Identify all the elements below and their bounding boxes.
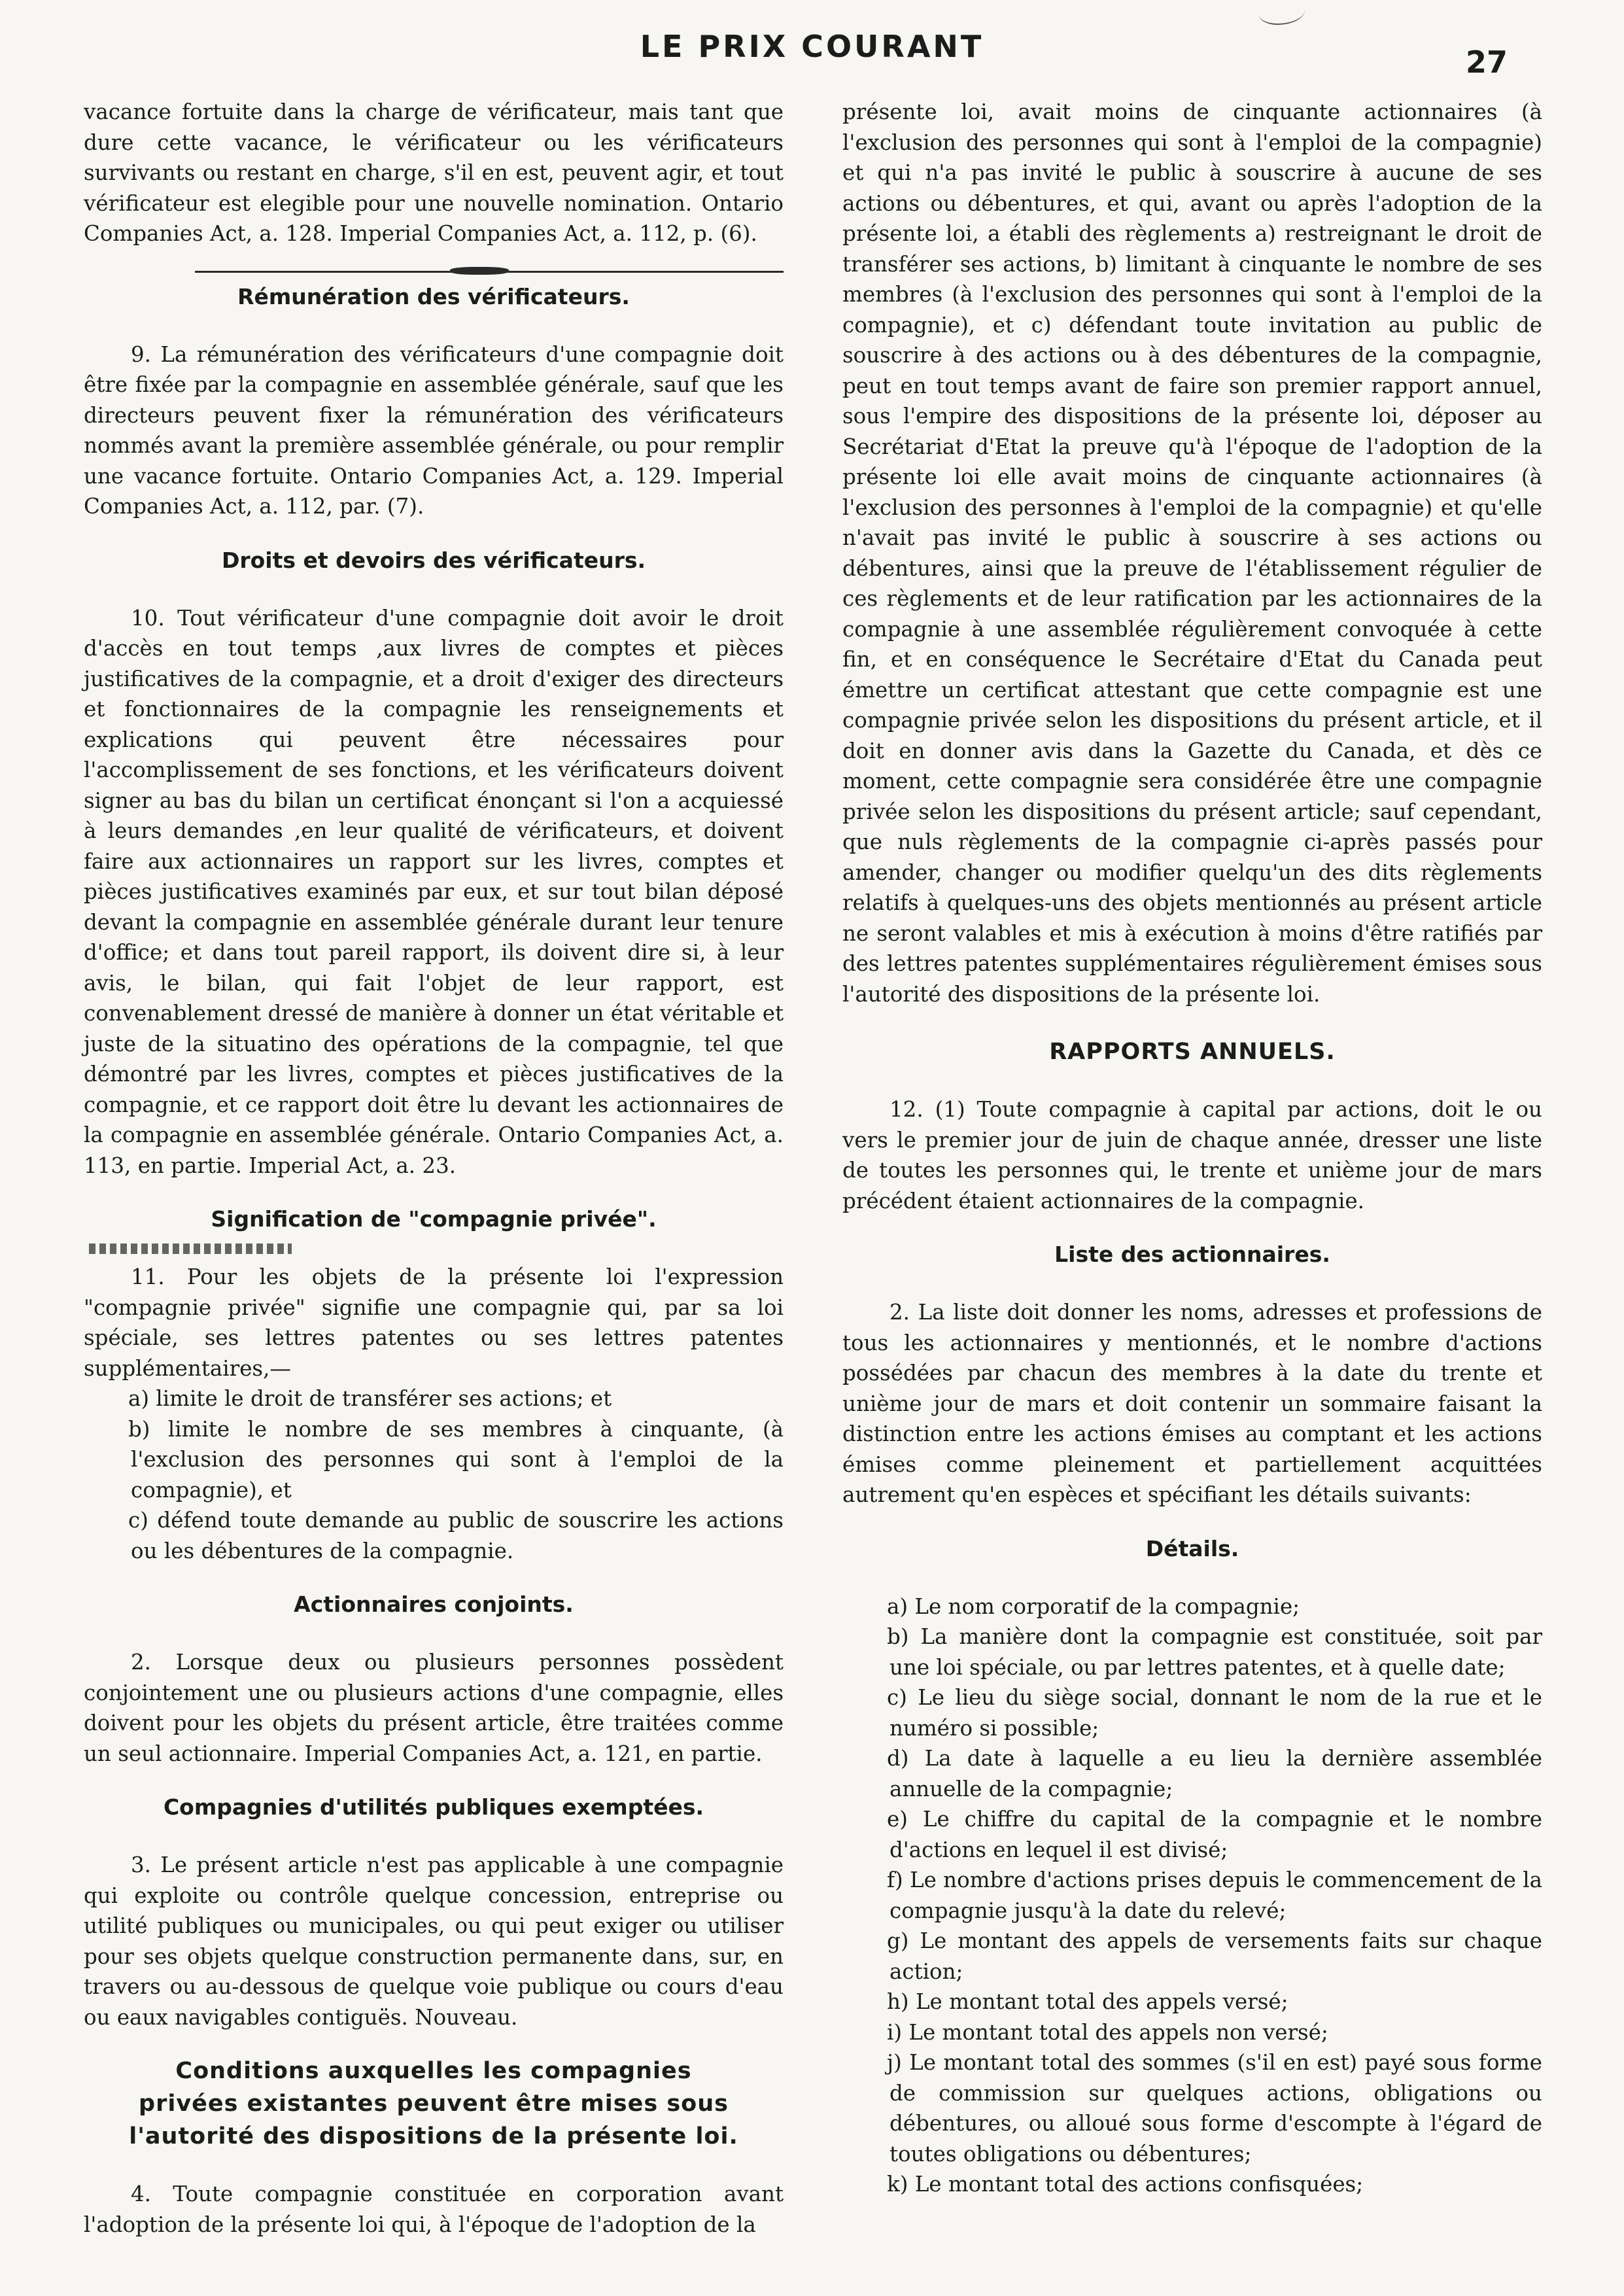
detail-b: b) La manière dont la compagnie est constituée, soit par une loi spéciale, ou par lettres patentes, et à quelle date;: [887, 1624, 1542, 1680]
paragraph-11-a: a) limite le droit de transférer ses actions; et: [128, 1386, 612, 1411]
page-number: 27: [1465, 44, 1508, 80]
page-header: [0, 25, 1624, 80]
heading-droits: Droits et devoirs des vérificateurs.: [221, 547, 646, 573]
heading-liste-actionnaires: Liste des actionnaires.: [1054, 1242, 1330, 1267]
paragraph-11: 11. Pour les objets de la présente loi l'expression "compagnie privée" signifie une compagnie qui, par sa loi spéciale, ses lettres patentes ou ses lettres patentes supplémentaires,—: [84, 1264, 784, 1381]
detail-c: c) Le lieu du siège social, donnant le nom de la rue et le numéro si possible;: [887, 1685, 1542, 1741]
paragraph-9: 9. La rémunération des vérificateurs d'une compagnie doit être fixée par la compagnie en assemblée générale, sauf que les directeurs peuvent fixer la rémunération des vérificateurs nommés avant la première assemblée générale, ou pour remplir une vacance fortuite. Ontario Companies Act, a. 129. Imperial Companies Act, a. 112, par. (7).: [84, 341, 784, 519]
section-divider: [84, 266, 784, 275]
running-title: LE PRIX COURANT: [640, 29, 984, 64]
paragraph-4-continued: présente loi, avait moins de cinquante actionnaires (à l'exclusion des personnes qui sont à l'emploi de la compagnie) et qui n'a pas invité le public à souscrire à aucune de ses actions ou débentures, et qui, avant ou après l'adoption de la présente loi, a établi des règlements a) restreignant le droit de transférer ses actions, b) limitant à cinquante le nombre de ses membres (à l'exclusion des personnes qui sont à l'emploi de la compagnie), et c) défendant toute invitation au public de souscrire à des actions ou à des débentures de la compagnie, peut en tout temps avant de faire son premier rapport annuel, sous l'empire des dispositions de la présente loi, déposer au Secrétariat d'Etat la preuve qu'à l'époque de l'adoption de la présente loi elle avait moins de cinquante actionnaires (à l'exclusion des personnes à l'emploi de la compagnie) et qu'elle n'avait pas invité le public à souscrire à ses actions ou débentures, ainsi que la preuve de l'établissement régulier de ces règlements et de leur ratification par les actionnaires de la compagnie à une assemblée régulièrement convoquée à cette fin, et en conséquence le Secrétaire d'Etat du Canada peut émettre un certificat attestant que cette compagnie est une compagnie privée selon les dispositions du présent article, et il doit en donner avis dans la Gazette du Canada, et dès ce moment, cette compagnie sera considérée être une compagnie privée selon les dispositions du présent article; sauf cependant, que nuls règlements de la compagnie ci-après passés pour amender, changer ou modifier quelqu'un des dits règlements relatifs à quelques-uns des objets mentionnés au présent article ne seront valables et mis à exécution à moins d'être ratifiés par des lettres patentes supplémentaires régulièrement émises sous l'autorité des dispositions de la présente loi.: [842, 99, 1542, 1007]
detail-k: k) Le montant total des actions confisquées;: [887, 2172, 1364, 2197]
detail-a: a) Le nom corporatif de la compagnie;: [887, 1593, 1300, 1619]
heading-remuneration: Rémunération des vérificateurs.: [237, 283, 630, 309]
detail-e: e) Le chiffre du capital de la compagnie et le nombre d'actions en lequel il est divisé;: [887, 1807, 1542, 1862]
detail-j: j) Le montant total des sommes (s'il en est) payé sous forme de commission sur quelques actions, obligations ou débentures, ou alloué sous forme d'escompte à l'égard de toutes obligations ou débentures;: [887, 2050, 1542, 2166]
heading-utilites: Compagnies d'utilités publiques exemptées.: [163, 1794, 704, 1820]
paragraph-11-c: c) défend toute demande au public de souscrire les actions ou les débentures de la compagnie.: [128, 1508, 784, 1563]
detail-i: i) Le montant total des appels non versé;: [887, 2019, 1328, 2045]
paragraph-12-2: 2. La liste doit donner les noms, adresses et professions de tous les actionnaires y mentionnés, et le nombre d'actions possédées par chacun des membres à la date du trente et unième jour de mars et doit contenir un sommaire faisant la distinction entre les actions émises au comptant et les actions émises comme pleinement et partiellement acquittées autrement qu'en espèces et spécifiant les détails suivants:: [842, 1300, 1542, 1507]
ink-smudge: [89, 1244, 292, 1254]
paragraph-3: 3. Le présent article n'est pas applicable à une compagnie qui exploite ou contrôle quelque concession, entreprise ou utilité publiques ou municipales, ou qui peut exiger ou utiliser pour ses objets quelque construction permanente dans, sur, en travers ou au-dessous de quelque voie publique ou cours d'eau ou eaux navigables contiguës. Nouveau.: [84, 1852, 784, 2030]
right-column: [842, 97, 1542, 2200]
paragraph-4: 4. Toute compagnie constituée en corporation avant l'adoption de la présente loi qui, à l'époque de l'adoption de la: [84, 2182, 784, 2237]
paragraph-11-b: b) limite le nombre de ses membres à cinquante, (à l'exclusion des personnes qui sont à l'emploi de la compagnie), et: [128, 1416, 784, 1503]
detail-d: d) La date à laquelle a eu lieu la dernière assemblée annuelle de la compagnie;: [887, 1746, 1542, 1801]
heading-details: Détails.: [1145, 1535, 1239, 1561]
scan-pen-mark: [1259, 0, 1305, 25]
paragraph-10: 10. Tout vérificateur d'une compagnie doit avoir le droit d'accès en tout temps ,aux livres de comptes et pièces justificatives de la compagnie, et a droit d'exiger des directeurs et fonctionnaires de la compagnie les renseignements et explications qui peuvent être nécessaires pour l'accomplissement de ses fonctions, et les vérificateurs doivent signer au bas du bilan un certificat énonçant si l'on a acquiessé à leurs demandes ,en leur qualité de vérificateurs, et doivent faire aux actionnaires un rapport sur les livres, comptes et pièces justificatives examinés par eux, et sur tout bilan déposé devant la compagnie en assemblée générale durant leur tenure d'office; et dans tout pareil rapport, ils doivent dire si, à leur avis, le bilan, qui fait l'objet de leur rapport, est convenablement dressé de manière à donner un état véritable et juste de la situatino des opérations de la compagnie, tel que démontré par les livres, comptes et pièces justificatives de la compagnie, et ce rapport doit être lu devant les actionnaires de la compagnie en assemblée générale. Ontario Companies Act, a. 113, en partie. Imperial Act, a. 23.: [84, 605, 784, 1178]
heading-signification: Signification de "compagnie privée".: [211, 1206, 657, 1232]
paragraph-2-left: 2. Lorsque deux ou plusieurs personnes possèdent conjointement une ou plusieurs actions d'une compagnie, elles doivent pour les objets du présent article, être traitées comme un seul actionnaire. Imperial Companies Act, a. 121, en partie.: [84, 1650, 784, 1766]
paragraph-12: 12. (1) Toute compagnie à capital par actions, doit le ou vers le premier jour de juin de chaque année, dresser une liste de toutes les personnes qui, le trente et unième jour de mars précédent étaient actionnaires de la compagnie.: [842, 1097, 1542, 1213]
left-column: [84, 97, 784, 2240]
paragraph-intro: vacance fortuite dans la charge de vérificateur, mais tant que dure cette vacance, le vérificateur ou les vérificateurs survivants ou restant en charge, s'il en est, peuvent agir, et tout vérificateur est elegible pour une nouvelle nomination. Ontario Companies Act, a. 128. Imperial Companies Act, a. 112, p. (6).: [84, 99, 784, 246]
heading-rapports-annuels: RAPPORTS ANNUELS.: [1049, 1039, 1336, 1065]
detail-f: f) Le nombre d'actions prises depuis le commencement de la compagnie jusqu'à la date du relevé;: [887, 1868, 1542, 1923]
detail-g: g) Le montant des appels de versements faits sur chaque action;: [887, 1928, 1542, 1984]
heading-conjoints: Actionnaires conjoints.: [294, 1592, 574, 1617]
detail-h: h) Le montant total des appels versé;: [887, 1989, 1288, 2014]
heading-conditions: Conditions auxquelles les compagnies privées existantes peuvent être mises sous l'autorité des dispositions de la présente loi.: [129, 2058, 738, 2149]
